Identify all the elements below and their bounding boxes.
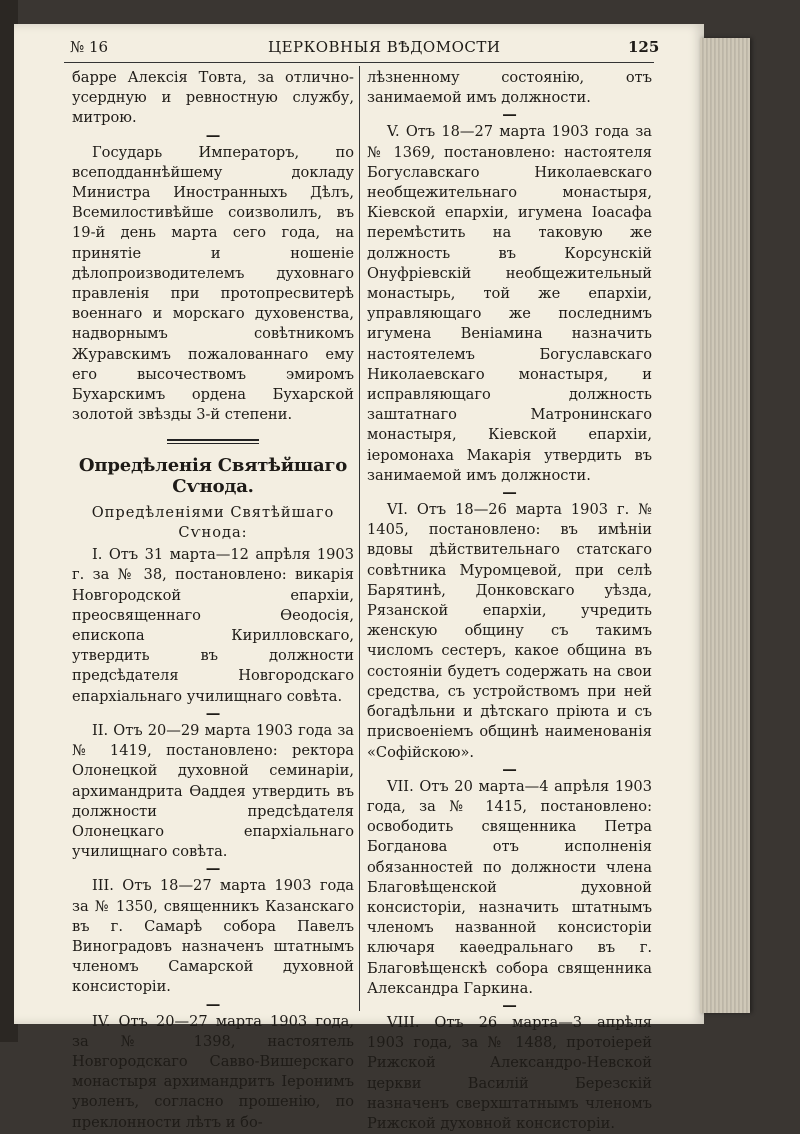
double-rule xyxy=(167,439,259,444)
separator-dash: — xyxy=(502,996,517,1014)
page-edges xyxy=(700,38,750,1013)
paragraph: III. Отъ 18—27 марта 1903 года за № 1350, священникъ Казанскаго въ г. Самарѣ собора Павелъ Виноградовъ назначенъ штатнымъ членомъ Самарской духовной консисторіи. xyxy=(72,877,354,996)
paragraph: V. Отъ 18—27 марта 1903 года за № 1369, постановлено: настоятеля Богуславскаго Николаевскаго необщежительнаго монастыря, Кіевской епархіи, игумена Іоасафа перемѣстить на таковую же должность въ Корсунскій Онуфріевскій необщежительный монастырь, той же епархіи, управляющаго же последнимъ игумена Веніамина назначить настоятелемъ Богуславскаго Николаевскаго монастыря, и исправляющаго должность заштатнаго Матронинскаго монастыря, Кіевской епархіи, іеромонаха Макарія утвердить въ занимаемой имъ должности. xyxy=(367,123,652,484)
page-number: 125 xyxy=(628,38,660,56)
header-rule xyxy=(64,62,654,63)
separator-dash: — xyxy=(502,484,517,502)
section-title: Опредѣленія Святѣйшаго Сѵнода. xyxy=(78,455,348,497)
paragraph: II. Отъ 20—29 марта 1903 года за № 1419, постановлено: ректора Олонецкой духовной семинаріи, архимандрита Ѳаддея утвердить въ должности предсѣдателя Олонецкаго епархіальнаго училищнаго совѣта. xyxy=(72,721,354,861)
separator-dash: — xyxy=(502,106,517,124)
column-divider xyxy=(359,66,360,1011)
paragraph: VIII. Отъ 26 марта—3 апрѣля 1903 года, за № 1488, протоіерей Рижской Александро-Невской церкви Василій Березскій назначенъ сверхштатнымъ членомъ Рижской духовной консисторіи. xyxy=(367,1013,652,1132)
journal-title: ЦЕРКОВНЫЯ ВѢДОМОСТИ xyxy=(268,38,501,56)
paragraph: I. Отъ 31 марта—12 апрѣля 1903 г. за № 38, постановлено: викарія Новгородской епархіи, преосвященнаго Ѳеодосія, епископа Кирилловскаго, утвердить въ должности предсѣдателя Новгородскаго епархіальнаго училищнаго совѣта. xyxy=(72,546,354,705)
running-header xyxy=(58,38,658,62)
separator-dash: — xyxy=(205,995,221,1013)
paragraph: IV. Отъ 20—27 марта 1903 года, за № 1398, настоятель Новгородскаго Савво-Вишерскаго монастыря архимандритъ Іеронимъ уволенъ, согласно прошенію, по преклонности лѣтъ и бо- xyxy=(72,1012,354,1131)
issue-number: № 16 xyxy=(70,38,109,56)
paragraph: VI. Отъ 18—26 марта 1903 г. № 1405, постановлено: въ имѣніи вдовы дѣйствительнаго статскаго совѣтника Муромцевой, при селѣ Барятинѣ, Донковскаго уѣзда, Рязанской епархіи, учредить женскую общину съ такимъ числомъ сестеръ, какое община въ состояніи будетъ содержать на свои средства, съ устройствомъ при ней богадѣльни и дѣтскаго пріюта и съ присвоеніемъ общинѣ наименованія «Софійскою». xyxy=(367,501,652,761)
right-column xyxy=(367,68,652,1134)
paragraph: VII. Отъ 20 марта—4 апрѣля 1903 года, за № 1415, постановлено: освободить священника Петра Богданова отъ исполненія обязанностей по должности члена Благовѣщенской духовной консисторіи, назначить штатнымъ членомъ названной консисторіи ключаря каѳедральнаго въ г. Благовѣщенскѣ собора священника Александра Гаркина. xyxy=(367,777,652,997)
separator-dash: — xyxy=(205,126,221,144)
separator-dash: — xyxy=(205,704,221,722)
left-column xyxy=(72,68,354,1133)
paragraph: Государь Императоръ, по всеподданнѣйшему докладу Министра Иностранныхъ Дѣлъ, Всемилостивѣйше соизволилъ, въ 19-й день марта сего года, на принятіе и ношеніе дѣлопроизводителемъ духовнаго правленія при протопресвитерѣ военнаго и морскаго духовенства, надворнымъ совѣтникомъ Журавскимъ пожалованнаго ему его высочествомъ эмиромъ Бухарскимъ ордена Бухарской золотой звѣзды 3-й степени. xyxy=(72,143,354,424)
paragraph: лѣзненному состоянію, отъ занимаемой имъ должности. xyxy=(367,69,652,107)
paragraph: барре Алексія Товта, за отлично-усердную и ревностную службу, митрою. xyxy=(72,69,354,127)
separator-dash: — xyxy=(502,760,517,778)
section-subheading: Опредѣленіями Святѣйшаго Сѵнода: xyxy=(91,503,335,542)
separator-dash: — xyxy=(205,860,221,878)
